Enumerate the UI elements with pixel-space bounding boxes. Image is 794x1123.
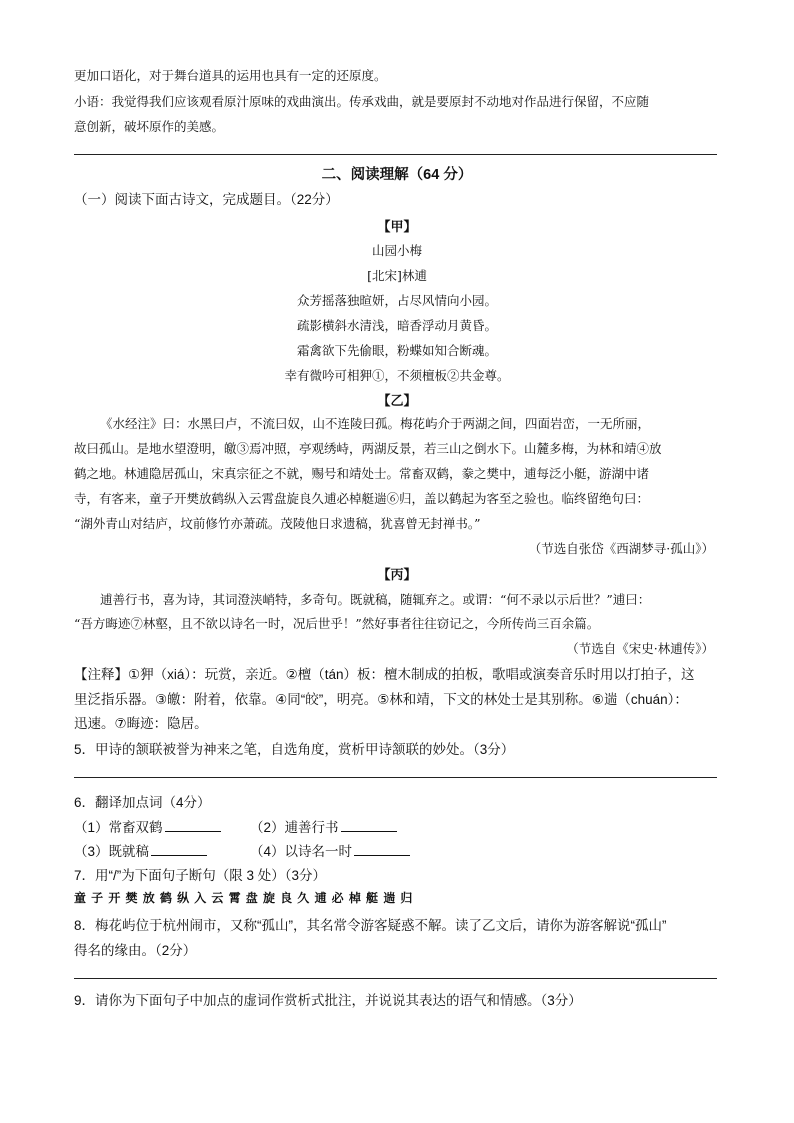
poem-title: 山园小梅 — [371, 243, 422, 258]
item-text: （2）逋善行书 — [250, 820, 339, 835]
source-citation: （节选自张岱《西湖梦寻·孤山》） — [528, 541, 714, 556]
paragraph-line: 鹤之地。林逋隐居孤山，宋真宗征之不就，赐号和靖处士。常畜双鹤，豢之樊中，逋每泛小艇，游湖中诸 — [74, 466, 650, 481]
notes-line: 里泛指乐器。③皦：附着，依靠。④同“皎”，明亮。⑤林和靖，下文的林处士是其别称。⑥遄（chuán）： — [74, 692, 688, 707]
answer-blank[interactable] — [151, 843, 207, 856]
section-title: 二、阅读理解（64 分） — [321, 167, 473, 183]
notes-line: 【注释】①狎（xiá）：玩赏，亲近。②檀（tán）板：檀木制成的拍板，歌唱或演奏音乐时用以打拍子，这 — [74, 667, 695, 682]
question-6-item-1 — [74, 816, 221, 836]
item-text: （1）常畜双鹤 — [74, 820, 163, 835]
answer-blank[interactable] — [354, 843, 410, 856]
question-7: 7．用“/”为下面句子断句（限 3 处）（3分） — [74, 868, 327, 883]
paragraph-line: 更加口语化，对于舞台道具的运用也具有一定的还原度。 — [74, 68, 387, 83]
paragraph-line: 逋善行书，喜为诗，其词澄浃峭特，多奇句。既就稿，随辄弃之。或谓：“何不录以示后世？”逋曰： — [100, 592, 651, 607]
source-citation: （节选自《宋史·林逋传》） — [566, 641, 714, 656]
paragraph-line: 故曰孤山。是地水望澄明，皦③焉冲照，亭观绣峙，两湖反景，若三山之倒水下。山麓多梅，为林和靖④放 — [74, 441, 662, 456]
paragraph-line: “吾方晦迹⑦林壑，且不欲以诗名一时，况后世乎！”然好事者往往窃记之，今所传尚三百余篇。 — [74, 616, 600, 631]
question-5: 5．甲诗的颔联被誉为神来之笔，自选角度，赏析甲诗颔联的妙处。（3分） — [74, 742, 515, 757]
poem-line: 幸有微吟可相狎①，不须檀板②共金尊。 — [284, 368, 510, 383]
passage-label-yi: 【乙】 — [377, 394, 417, 409]
answer-line — [74, 777, 717, 778]
punctuation-sentence: 童 子 开 樊 放 鹤 纵 入 云 霄 盘 旋 良 久 逋 必 棹 艇 遄 归 — [74, 891, 413, 905]
answer-line — [74, 978, 717, 979]
paragraph-line: 小语：我觉得我们应该观看原汁原味的戏曲演出。传承戏曲，就是要原封不动地对作品进行保留，不应随 — [74, 94, 650, 109]
answer-blank[interactable] — [165, 819, 221, 832]
question-8-cont: 得名的缘由。（2分） — [74, 943, 197, 958]
question-6-item-4 — [250, 840, 410, 860]
section-instruction: （一）阅读下面古诗文，完成题目。（22分） — [74, 192, 339, 207]
paragraph-line: “湖外青山对结庐，坟前修竹亦萧疏。茂陵他日求遗稿，犹喜曾无封禅书。” — [74, 516, 481, 531]
poem-line: 疏影横斜水清浅，暗香浮动月黄昏。 — [296, 318, 497, 333]
poem-author: [北宋]林逋 — [367, 268, 427, 283]
divider — [74, 154, 717, 155]
passage-label-bing: 【丙】 — [377, 568, 417, 583]
poem-line: 霜禽欲下先偷眼，粉蝶如知合断魂。 — [296, 343, 497, 358]
question-9: 9．请你为下面句子中加点的虚词作赏析式批注，并说说其表达的语气和情感。（3分） — [74, 993, 582, 1008]
answer-blank[interactable] — [341, 819, 397, 832]
question-6: 6．翻译加点词（4分） — [74, 795, 211, 810]
item-text: （4）以诗名一时 — [250, 844, 353, 859]
paragraph-line: 寺，有客来，童子开樊放鹤纵入云霄盘旋良久逋必棹艇遄⑥归，盖以鹤起为客至之验也。临终留绝句曰： — [74, 491, 650, 506]
item-text: （3）既就稿 — [74, 844, 150, 859]
notes-line: 迅速。⑦晦迹：隐居。 — [74, 716, 208, 731]
paragraph-line: 意创新，破坏原作的美感。 — [74, 119, 225, 134]
paragraph-line: 《水经注》曰：水黑曰卢，不流曰奴，山不连陵曰孤。梅花屿介于两湖之间，四面岩峦，一无所丽， — [100, 416, 651, 431]
passage-label-jia: 【甲】 — [377, 220, 417, 235]
question-8: 8．梅花屿位于杭州闹市，又称“孤山”，其名常令游客疑惑不解。读了乙文后，请你为游客解说“孤山” — [74, 918, 667, 933]
poem-line: 众芳摇落独暄妍，占尽风情向小园。 — [296, 293, 497, 308]
question-6-item-2 — [250, 816, 397, 836]
question-6-item-3 — [74, 840, 207, 860]
